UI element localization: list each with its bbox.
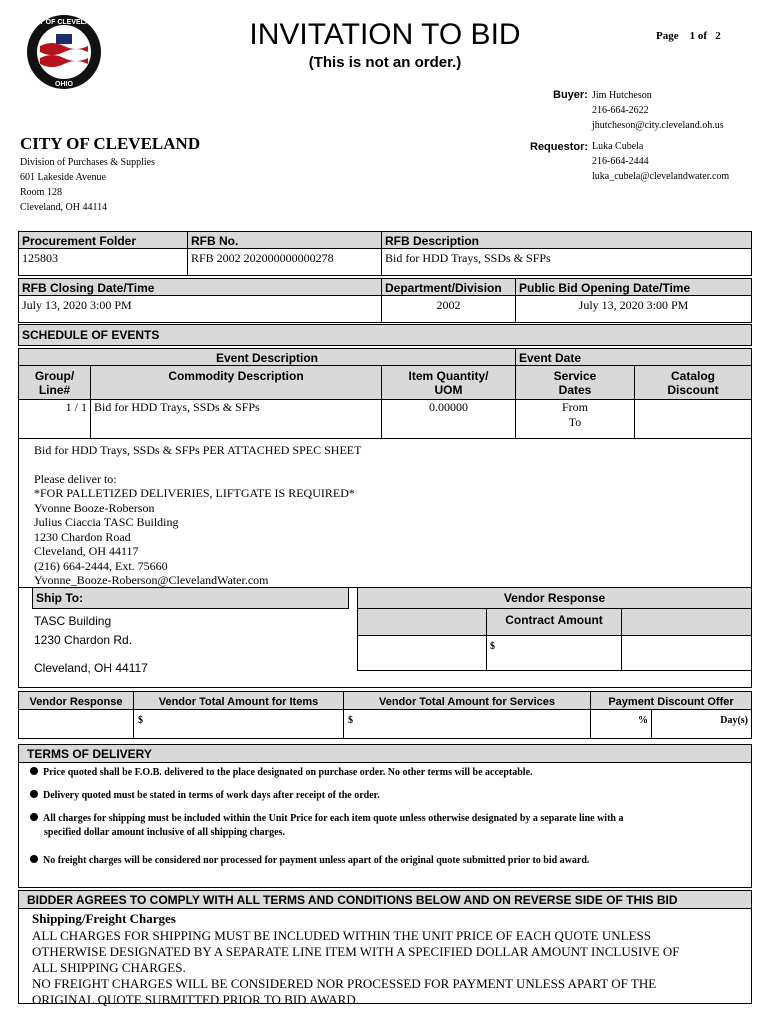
procurement-folder-cell: 125803 [18, 248, 188, 276]
vendor-response-input[interactable] [18, 709, 134, 739]
dept-cell: 2002 [381, 295, 516, 323]
total-services-input[interactable]: $ [343, 709, 591, 739]
notes-text: Bid for HDD Trays, SSDs & SFPs PER ATTACHED SPEC SHEET Please deliver to: *FOR PALLETIZED DELIVERIES, LIFTGATE IS REQUIRED* Yvonne Booze-Roberson Julius Ciaccia TASC Building 1230 Chardon Road Cleveland, OH 44117 (216) 664-2444, Ext. 75660 Yvonne_Booze-Roberson@ClevelandWater.com [34, 443, 362, 587]
dept-header: Department/Division [381, 278, 516, 296]
requestor-phone: 216-664-2444 [592, 156, 649, 167]
rfb-no-header: RFB No. [187, 231, 382, 249]
doc-subtitle: (This is not an order.) [308, 54, 462, 71]
opening-cell: July 13, 2020 3:00 PM [515, 295, 752, 323]
doc-title: INVITATION TO BID [249, 18, 521, 51]
opening-header: Public Bid Opening Date/Time [515, 278, 752, 296]
bullet-dot-icon [30, 790, 38, 798]
vendor-response-col-header: Vendor Response [18, 691, 134, 710]
requestor-label: Requestor: [530, 141, 589, 153]
requestor-info [592, 139, 729, 184]
bullet-dot-icon [30, 813, 38, 821]
buyer-label: Buyer: [553, 89, 588, 101]
buyer-email: jhutcheson@city.cleveland.oh.us [592, 120, 724, 131]
closing-cell: July 13, 2020 3:00 PM [18, 295, 382, 323]
term-bullet-1: Price quoted shall be F.O.B. delivered to the place designated on purchase order. No other terms will be acceptable. [30, 767, 533, 778]
row-line-cell: 1 / 1 [18, 399, 91, 439]
row-catalog-cell [634, 399, 752, 439]
total-items-input[interactable]: $ [133, 709, 344, 739]
contract-amount-header: Contract Amount [486, 608, 622, 636]
col-group-header: Group/ Line# [18, 365, 91, 400]
buyer-info [592, 88, 724, 133]
row-qty-cell: 0.00000 [381, 399, 516, 439]
row-service-cell: From To [515, 399, 635, 439]
agree-heading: Shipping/Freight Charges [32, 911, 176, 926]
page-num: 1 [689, 30, 696, 42]
contract-blank-left [357, 635, 487, 671]
contract-amount-input[interactable]: $ [486, 635, 622, 671]
page-total: 2 [715, 30, 721, 42]
rfb-no-cell: RFB 2002 202000000000278 [187, 248, 382, 276]
org-division: Division of Purchases & Supplies [20, 157, 155, 168]
event-desc-header: Event Description [18, 348, 516, 366]
col-commodity-header: Commodity Description [90, 365, 382, 400]
bullet-dot-icon [30, 767, 38, 775]
agree-header: BIDDER AGREES TO COMPLY WITH ALL TERMS AND CONDITIONS BELOW AND ON REVERSE SIDE OF THIS BID [18, 890, 752, 909]
ship-to-address: TASC Building 1230 Chardon Rd. Cleveland, OH 44117 [34, 614, 148, 675]
buyer-phone: 216-664-2622 [592, 105, 649, 116]
org-room: Room 128 [20, 187, 62, 198]
term-bullet-3: All charges for shipping must be included within the Unit Price for each item quote unless otherwise designated by a separate line with a specified dollar amount inclusive of all shipping charges. [30, 812, 623, 840]
terms-header: TERMS OF DELIVERY [18, 744, 752, 763]
org-address [20, 155, 155, 215]
col-catalog-header: Catalog Discount [634, 365, 752, 400]
agree-text: ALL CHARGES FOR SHIPPING MUST BE INCLUDED WITHIN THE UNIT PRICE OF EACH QUOTE UNLESS OTHERWISE DESIGNATED BY A SEPARATE LINE ITEM WITH A SPECIFIED DOLLAR AMOUNT INCLUSIVE OF ALL SHIPPING CHARGES. NO FREIGHT CHARGES WILL BE CONSIDERED NOR PROCESSED FOR PAYMENT UNLESS APART OF THE ORIGINAL QUOTE SUBMITTED PRIOR TO BID AWARD. [32, 928, 680, 1007]
bullet-dot-icon [30, 855, 38, 863]
discount-header: Payment Discount Offer [590, 691, 752, 710]
procurement-folder-header: Procurement Folder [18, 231, 188, 249]
vendor-response-header: Vendor Response [357, 587, 752, 609]
row-desc-cell: Bid for HDD Trays, SSDs & SFPs [90, 399, 382, 439]
term-bullet-4: No freight charges will be considered nor processed for payment unless apart of the original quote submitted prior to bid award. [30, 855, 589, 866]
discount-percent-input[interactable]: % [590, 709, 652, 739]
ship-to-header: Ship To: [32, 587, 349, 609]
page-of: of [697, 30, 708, 42]
org-city: Cleveland, OH 44114 [20, 202, 108, 213]
svg-text:OHIO: OHIO [55, 81, 73, 88]
svg-text:CITY OF CLEVELAND: CITY OF CLEVELAND [27, 19, 101, 26]
term-bullet-2: Delivery quoted must be stated in terms of work days after receipt of the order. [30, 790, 380, 801]
org-name: CITY OF CLEVELAND [20, 134, 201, 153]
closing-header: RFB Closing Date/Time [18, 278, 382, 296]
page-indicator [656, 30, 721, 42]
contract-blank-right [621, 635, 752, 671]
requestor-email: luka_cubela@clevelandwater.com [592, 171, 730, 182]
schedule-title: SCHEDULE OF EVENTS [18, 324, 752, 346]
page-label: Page [656, 30, 679, 42]
rfb-desc-cell: Bid for HDD Trays, SSDs & SFPs [381, 248, 752, 276]
org-street: 601 Lakeside Avenue [20, 172, 106, 183]
requestor-name: Luka Cubela [592, 141, 644, 152]
total-items-header: Vendor Total Amount for Items [133, 691, 344, 710]
discount-days-input[interactable]: Day(s) [651, 709, 752, 739]
event-date-header: Event Date [515, 348, 752, 366]
total-services-header: Vendor Total Amount for Services [343, 691, 591, 710]
col-qty-header: Item Quantity/ UOM [381, 365, 516, 400]
buyer-name: Jim Hutcheson [592, 90, 652, 101]
col-service-header: Service Dates [515, 365, 635, 400]
rfb-desc-header: RFB Description [381, 231, 752, 249]
